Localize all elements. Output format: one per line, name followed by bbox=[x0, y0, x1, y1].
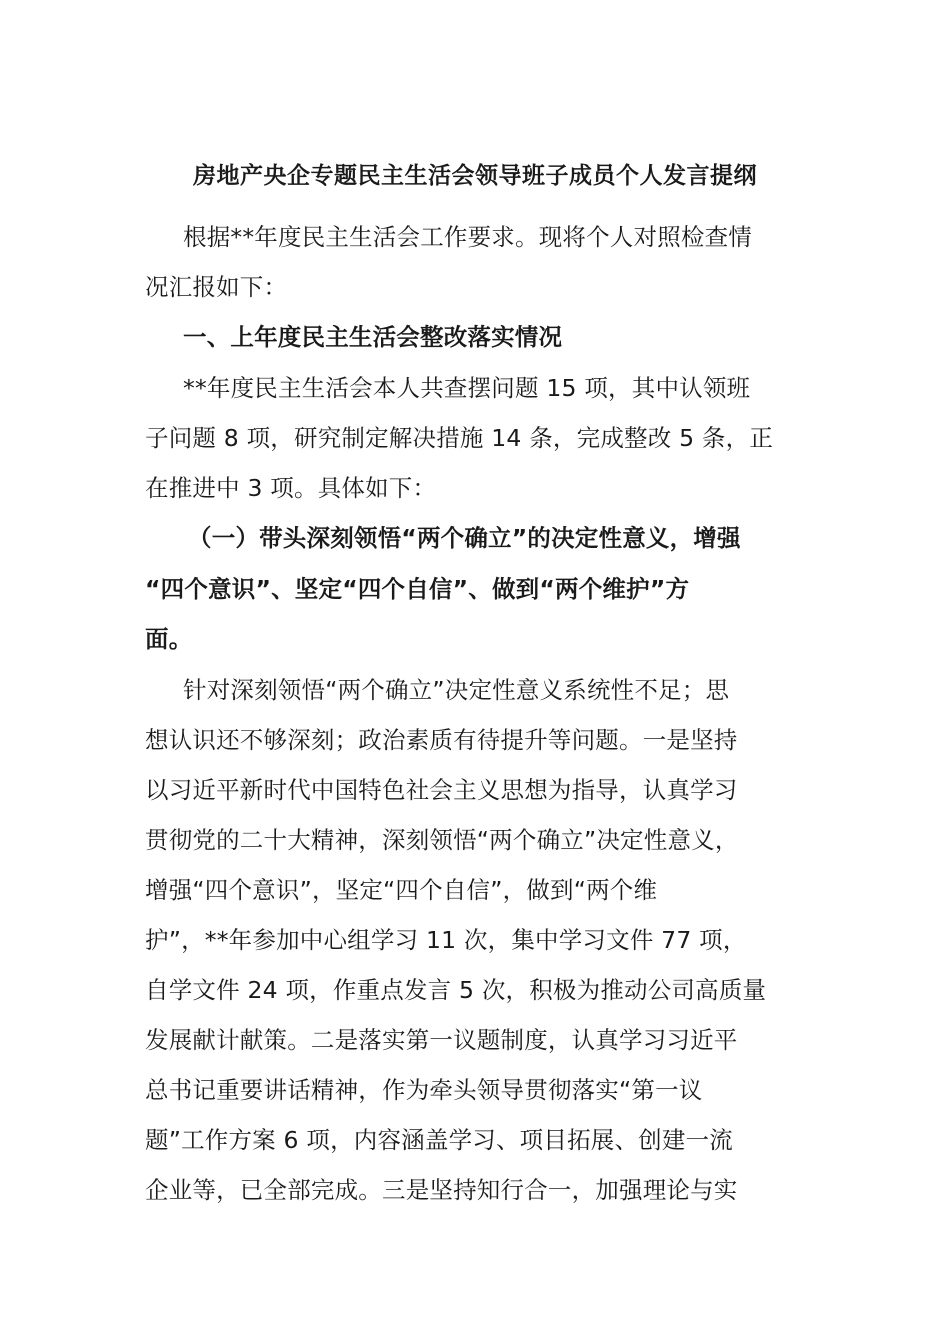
subsection-heading: “四个意识”、坚定“四个自信”、做到“两个维护”方 bbox=[145, 575, 690, 603]
paragraph-line: 想认识还不够深刻；政治素质有待提升等问题。一是坚持 bbox=[145, 726, 738, 754]
paragraph-line: 护”，**年参加中心组学习 11 次，集中学习文件 77 项， bbox=[145, 926, 747, 954]
paragraph-line: 子问题 8 项，研究制定解决措施 14 条，完成整改 5 条，正 bbox=[145, 424, 774, 452]
paragraph-line: 在推进中 3 项。具体如下： bbox=[145, 474, 437, 502]
paragraph-line: 贯彻党的二十大精神，深刻领悟“两个确立”决定性意义， bbox=[145, 826, 739, 854]
subsection-heading: （一）带头深刻领悟“两个确立”的决定性意义，增强 bbox=[188, 524, 741, 552]
paragraph-line: 以习近平新时代中国特色社会主义思想为指导，认真学习 bbox=[145, 776, 738, 804]
paragraph-line: **年度民主生活会本人共查摆问题 15 项，其中认领班 bbox=[183, 374, 751, 402]
document-title: 房地产央企专题民主生活会领导班子成员个人发言提纲 bbox=[193, 163, 757, 189]
paragraph-line: 根据**年度民主生活会工作要求。现将个人对照检查情 bbox=[183, 223, 752, 251]
section-heading: 一、上年度民主生活会整改落实情况 bbox=[183, 323, 563, 351]
paragraph-line: 题”工作方案 6 项，内容涵盖学习、项目拓展、创建一流 bbox=[145, 1126, 733, 1154]
subsection-heading: 面。 bbox=[145, 625, 193, 653]
paragraph-line: 企业等，已全部完成。三是坚持知行合一，加强理论与实 bbox=[145, 1176, 738, 1204]
paragraph-line: 总书记重要讲话精神，作为牵头领导贯彻落实“第一议 bbox=[145, 1076, 703, 1104]
paragraph-line: 增强“四个意识”，坚定“四个自信”，做到“两个维 bbox=[145, 876, 658, 904]
paragraph-line: 况汇报如下： bbox=[145, 273, 288, 301]
paragraph-line: 发展献计献策。二是落实第一议题制度，认真学习习近平 bbox=[145, 1026, 738, 1054]
paragraph-line: 自学文件 24 项，作重点发言 5 次，积极为推动公司高质量 bbox=[145, 976, 767, 1004]
paragraph-line: 针对深刻领悟“两个确立”决定性意义系统性不足；思 bbox=[183, 676, 730, 704]
